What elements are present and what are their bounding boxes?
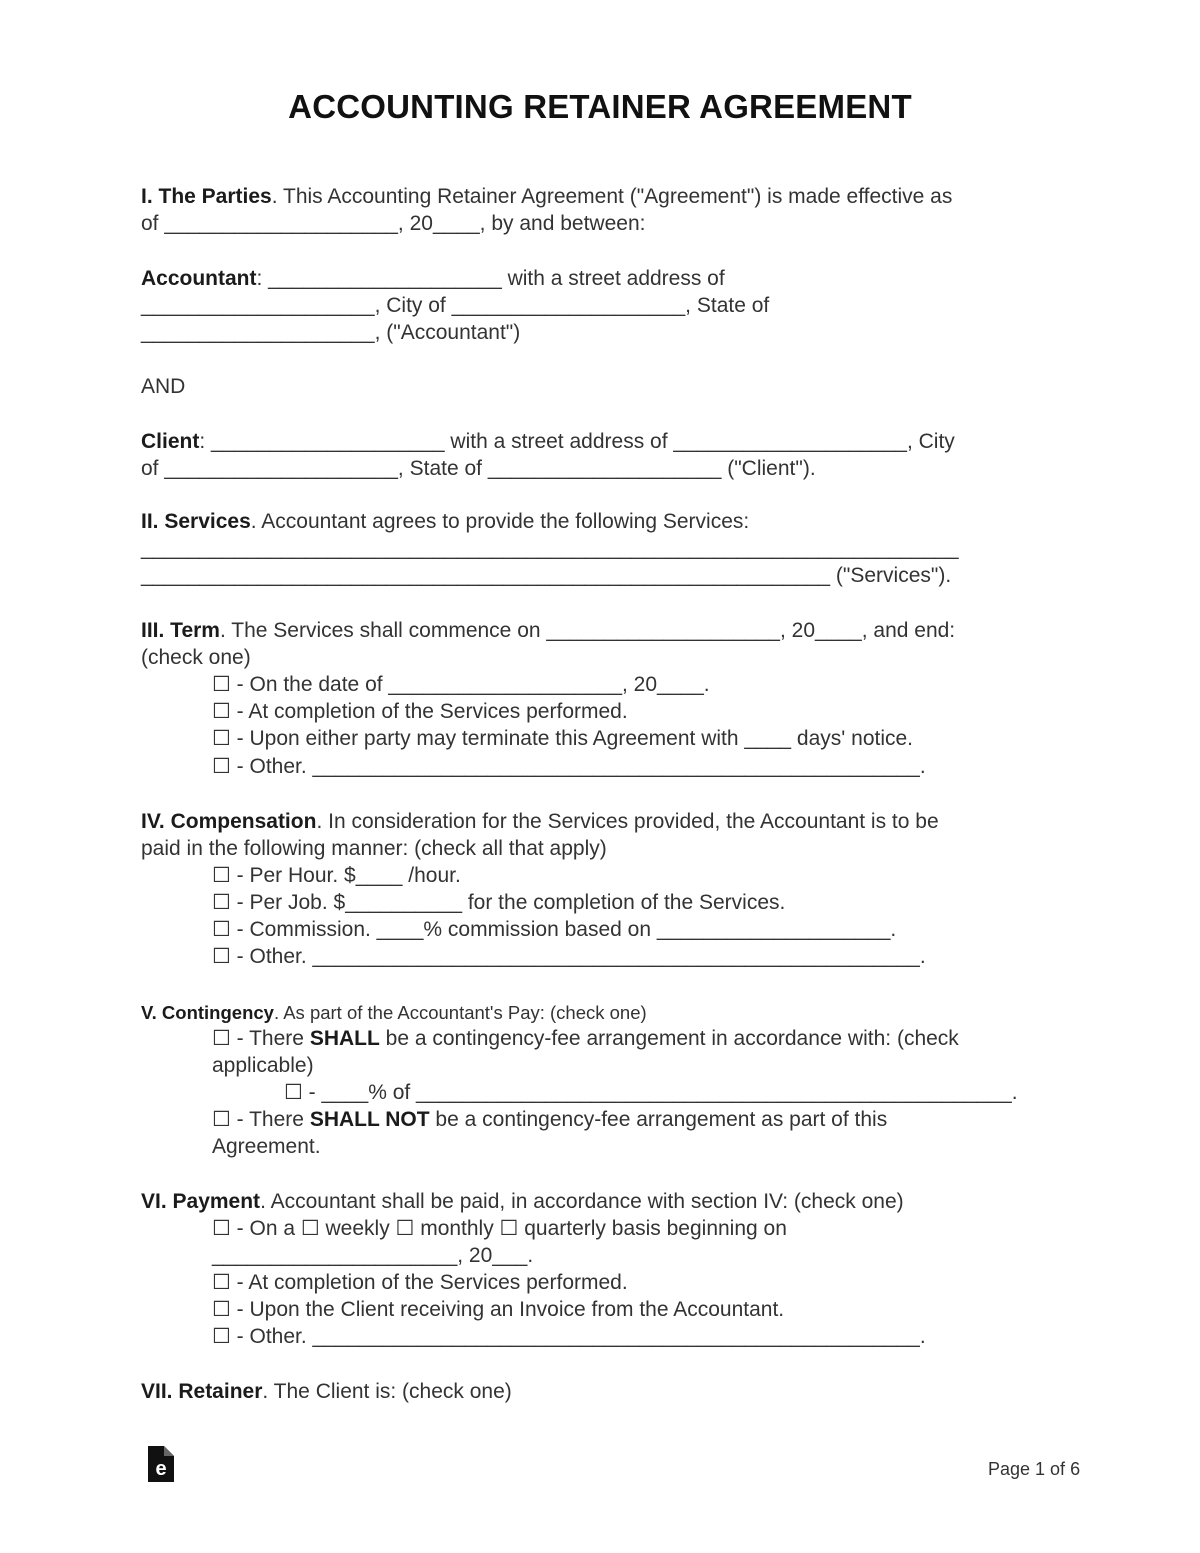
body-line: ___________________________________________________________ ("Services").: [141, 564, 952, 587]
checkbox-option[interactable]: ☐ - Upon either party may terminate this Agreement with ____ days' notice.: [212, 727, 914, 750]
checkbox-option[interactable]: ☐ - Other. ____________________________________________________.: [212, 755, 926, 778]
section-heading: VII. Retainer: [141, 1380, 263, 1403]
section-heading: VI. Payment: [141, 1190, 261, 1213]
option-text: ☐ - There: [212, 1027, 310, 1050]
client-line: [141, 428, 955, 455]
body-line: (check one): [141, 646, 251, 669]
page-number: Page 1 of 6: [988, 1459, 1081, 1479]
body-line: of ____________________, State of ____________________ ("Client").: [141, 457, 816, 480]
checkbox-option[interactable]: ☐ - ____% of ___________________________________________________.: [284, 1081, 1018, 1104]
and-line: AND: [141, 375, 186, 398]
section-parties-heading-line: [141, 183, 952, 210]
section-payment-heading-line: [141, 1188, 904, 1215]
section-heading: III. Term: [141, 619, 220, 642]
checkbox-option[interactable]: ☐ - Per Hour. $____ /hour.: [212, 864, 461, 887]
body-line: ____________________, City of ____________________, State of: [141, 294, 770, 317]
checkbox-option[interactable]: [212, 1106, 887, 1133]
checkbox-option[interactable]: ☐ - On the date of ____________________, 20____.: [212, 673, 710, 696]
accountant-line: [141, 265, 725, 292]
body-line: paid in the following manner: (check all that apply): [141, 837, 607, 860]
section-text: . This Accounting Retainer Agreement ("Agreement") is made effective as: [271, 185, 953, 208]
checkbox-option[interactable]: ☐ - At completion of the Services performed.: [212, 1271, 628, 1294]
checkbox-option[interactable]: ☐ - Per Job. $__________ for the completion of the Services.: [212, 891, 786, 914]
section-retainer-heading-line: [141, 1378, 512, 1405]
section-contingency-heading-line: [141, 999, 647, 1026]
document-title: ACCOUNTING RETAINER AGREEMENT: [288, 88, 912, 125]
body-text: : ____________________ with a street address of: [256, 267, 725, 290]
section-heading: I. The Parties: [141, 185, 272, 208]
option-text: be a contingency-fee arrangement as part of this: [429, 1108, 888, 1131]
checkbox-option[interactable]: ☐ - Other. ____________________________________________________.: [212, 1325, 926, 1348]
e-logo-icon: [148, 1446, 174, 1482]
section-compensation-heading-line: [141, 808, 939, 835]
emphasis-text: SHALL NOT: [309, 1108, 430, 1131]
section-term-heading-line: [141, 617, 955, 644]
checkbox-option[interactable]: [212, 1025, 959, 1052]
section-text: . The Client is: (check one): [262, 1380, 512, 1403]
body-line: Agreement.: [212, 1135, 321, 1158]
body-line: _____________________, 20___.: [212, 1244, 534, 1267]
section-text: . Accountant shall be paid, in accordance with section IV: (check one): [260, 1190, 904, 1213]
emphasis-text: SHALL: [309, 1027, 380, 1050]
section-services-heading-line: [141, 508, 749, 535]
section-heading: II. Services: [141, 510, 251, 533]
party-label: Accountant: [141, 267, 257, 290]
body-text: : ____________________ with a street address of ____________________, City: [199, 430, 955, 453]
checkbox-option[interactable]: ☐ - Commission. ____% commission based on ____________________.: [212, 918, 897, 941]
section-text: . As part of the Accountant's Pay: (check one): [273, 1002, 647, 1023]
checkbox-option[interactable]: ☐ - Upon the Client receiving an Invoice from the Accountant.: [212, 1298, 785, 1321]
party-label: Client: [141, 430, 200, 453]
section-text: . Accountant agrees to provide the following Services:: [250, 510, 750, 533]
body-line: applicable): [212, 1054, 314, 1077]
checkbox-option[interactable]: ☐ - Other. ____________________________________________________.: [212, 945, 926, 968]
section-heading: IV. Compensation: [141, 810, 317, 833]
blank-line: ______________________________________________________________________: [141, 537, 959, 560]
body-line: of ____________________, 20____, by and between:: [141, 212, 646, 235]
section-text: . The Services shall commence on ____________________, 20____, and end:: [219, 619, 956, 642]
svg-text:e: e: [155, 1458, 167, 1480]
section-heading: V. Contingency: [141, 1002, 274, 1023]
body-line: ____________________, ("Accountant"): [141, 321, 521, 344]
option-text: ☐ - There: [212, 1108, 310, 1131]
checkbox-option[interactable]: ☐ - On a ☐ weekly ☐ monthly ☐ quarterly basis beginning on: [212, 1217, 787, 1240]
option-text: be a contingency-fee arrangement in accordance with: (check: [379, 1027, 959, 1050]
checkbox-option[interactable]: ☐ - At completion of the Services performed.: [212, 700, 628, 723]
section-text: . In consideration for the Services provided, the Accountant is to be: [316, 810, 939, 833]
